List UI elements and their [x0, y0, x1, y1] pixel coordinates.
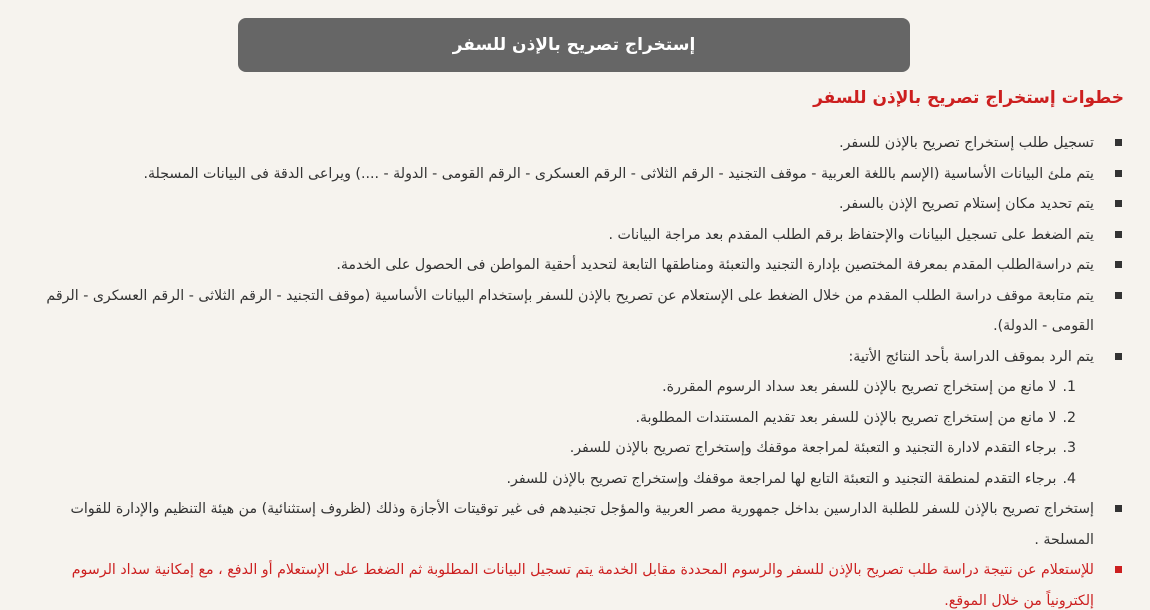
result-item: 1.لا مانع من إستخراج تصريح بالإذن للسفر بعد سداد الرسوم المقررة.	[662, 379, 1076, 395]
square-bullet-icon	[1115, 566, 1122, 573]
square-bullet-icon	[1115, 353, 1122, 360]
page-title: إستخراج تصريح بالإذن للسفر	[452, 35, 696, 55]
inquiry-note-item: للإستعلام عن نتيجة دراسة طلب تصريح بالإذن للسفر والرسوم المحددة مقابل الخدمة يتم تسجيل البيانات المطلوبة ثم الضغط على الإستعلام أو الدفع ، مع إمكانية سداد الرسوم إلكترونياً من خلال الموقع.	[34, 555, 1124, 610]
steps-list	[34, 128, 1124, 610]
list-item: تسجيل طلب إستخراج تصريح بالإذن للسفر.	[34, 128, 1124, 159]
list-item: يتم دراسةالطلب المقدم بمعرفة المختصين بإدارة التجنيد والتعبئة ومناطقها التابعة لتحديد أحقية المواطن فى الحصول على الخدمة.	[34, 250, 1124, 281]
result-item: 4.برجاء التقدم لمنطقة التجنيد و التعبئة التابع لها لمراجعة موقفك وإستخراج تصريح بالإذن للسفر.	[506, 470, 1076, 487]
square-bullet-icon	[1115, 292, 1122, 299]
list-item: يتم تحديد مكان إستلام تصريح الإذن بالسفر.	[34, 189, 1124, 220]
square-bullet-icon	[1115, 170, 1122, 177]
list-item: يتم الرد بموقف الدراسة بأحد النتائج الأتية: 1.لا مانع من إستخراج تصريح بالإذن للسفر بعد سداد الرسوم المقررة. 2.لا مانع من إستخراج تصريح بالإذن للسفر بعد تقديم المستندات المطلوبة. 3.برجاء التقدم لادارة التجنيد و التعبئة لمراجعة موقفك وإستخراج تصريح بالإذن للسفر. 4.برجاء التقدم لمنطقة التجنيد و التعبئة التابع لها لمراجعة موقفك وإستخراج تصريح بالإذن للسفر.	[34, 342, 1124, 495]
steps-heading: خطوات إستخراج تصريح بالإذن للسفر	[813, 88, 1124, 108]
list-item: إستخراج تصريح بالإذن للسفر للطلبة الدارسين بداخل جمهورية مصر العربية والمؤجل تجنيدهم فى غير توقيتات الأجازة وذلك (لظروف إستثنائية) من هيئة التنظيم والإدارة للقوات المسلحة .	[34, 494, 1124, 555]
square-bullet-icon	[1115, 261, 1122, 268]
page-title-bar	[238, 18, 910, 72]
square-bullet-icon	[1115, 139, 1122, 146]
square-bullet-icon	[1115, 505, 1122, 512]
results-list	[34, 372, 1094, 494]
result-item: 3.برجاء التقدم لادارة التجنيد و التعبئة لمراجعة موقفك وإستخراج تصريح بالإذن للسفر.	[569, 440, 1076, 456]
list-item: يتم ملئ البيانات الأساسية (الإسم باللغة العربية - موقف التجنيد - الرقم الثلاثى - الرقم العسكرى - الرقم القومى - الدولة - ....) ويراعى الدقة فى البيانات المسجلة.	[34, 159, 1124, 190]
square-bullet-icon	[1115, 200, 1122, 207]
list-item: يتم متابعة موقف دراسة الطلب المقدم من خلال الضغط على الإستعلام عن تصريح بالإذن للسفر بإستخدام البيانات الأساسية (موقف التجنيد - الرقم الثلاثى - الرقم العسكرى - الرقم القومى - الدولة).	[34, 281, 1124, 342]
square-bullet-icon	[1115, 231, 1122, 238]
list-item: يتم الضغط على تسجيل البيانات والإحتفاظ برقم الطلب المقدم بعد مراجة البيانات .	[34, 220, 1124, 251]
result-item: 2.لا مانع من إستخراج تصريح بالإذن للسفر بعد تقديم المستندات المطلوبة.	[635, 409, 1076, 426]
